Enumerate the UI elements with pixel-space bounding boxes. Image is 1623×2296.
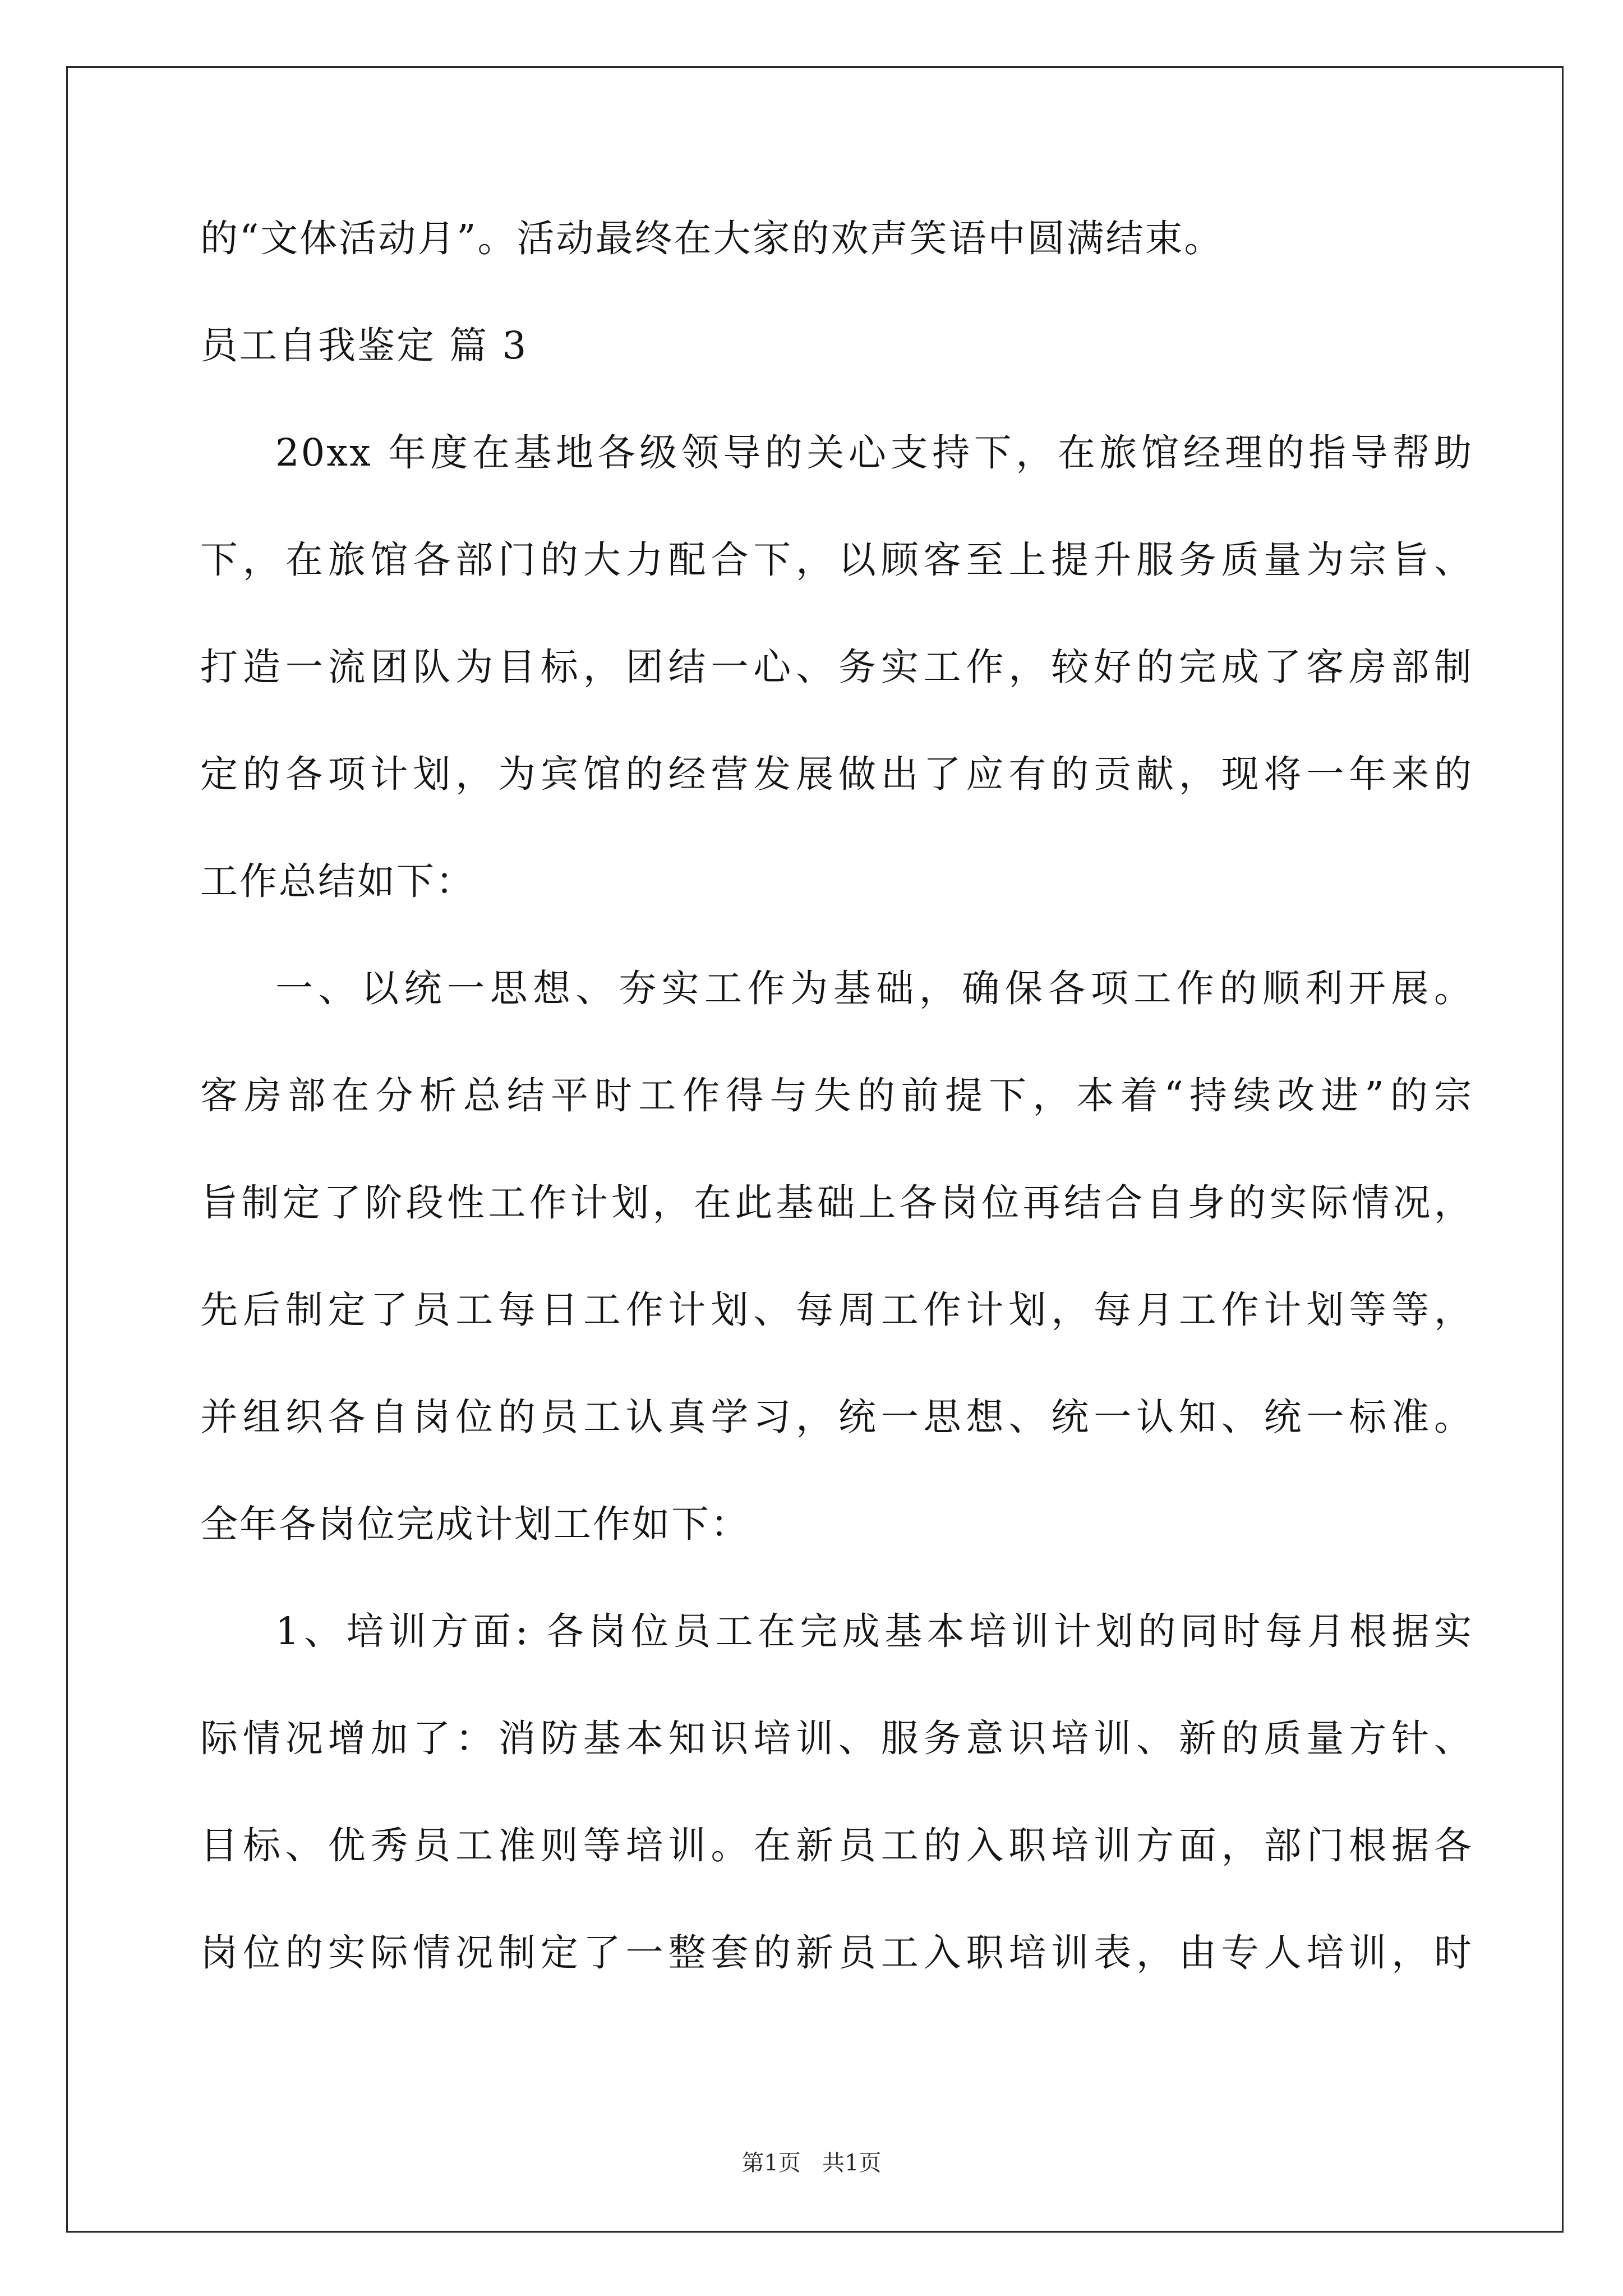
text-line: 的“文体活动月”。活动最终在大家的欢声笑语中圆满结束。 — [200, 217, 1224, 260]
section-heading: 员工自我鉴定 篇 3 — [200, 324, 528, 367]
text-line: 工作总结如下： — [200, 859, 475, 903]
text-line: 际情况增加了：消防基本知识培训、服务意识培训、新的质量方针、 — [200, 1717, 1473, 1760]
text-line: 先后制定了员工每日工作计划、每周工作计划，每月工作计划等等， — [200, 1288, 1473, 1332]
text-line: 1、培训方面: 各岗位员工在完成基本培训计划的同时每月根据实 — [275, 1609, 1473, 1653]
page-number: 第1页 共1页 — [741, 2150, 882, 2176]
text-line: 并组织各自岗位的员工认真学习，统一思想、统一认知、统一标准。 — [200, 1395, 1473, 1439]
text-line: 定的各项计划，为宾馆的经营发展做出了应有的贡献，现将一年来的 — [200, 752, 1473, 796]
page-footer — [0, 2152, 1623, 2174]
text-line: 一、以统一思想、夯实工作为基础，确保各项工作的顺利开展。 — [275, 967, 1473, 1010]
text-line: 打造一流团队为目标，团结一心、务实工作，较好的完成了客房部制 — [200, 645, 1473, 689]
text-line: 客房部在分析总结平时工作得与失的前提下，本着“持续改进”的宗 — [200, 1074, 1473, 1117]
text-line: 旨制定了阶段性工作计划，在此基础上各岗位再结合自身的实际情况， — [200, 1181, 1473, 1225]
text-line: 岗位的实际情况制定了一整套的新员工入职培训表，由专人培训，时 — [200, 1931, 1473, 1975]
document-body — [200, 217, 1473, 2041]
text-line: 目标、优秀员工准则等培训。在新员工的入职培训方面，部门根据各 — [200, 1824, 1473, 1867]
text-line: 下，在旅馆各部门的大力配合下，以顾客至上提升服务质量为宗旨、 — [200, 538, 1473, 582]
text-line: 全年各岗位完成计划工作如下： — [200, 1502, 750, 1546]
text-line: 20xx 年度在基地各级领导的关心支持下，在旅馆经理的指导帮助 — [275, 431, 1473, 475]
